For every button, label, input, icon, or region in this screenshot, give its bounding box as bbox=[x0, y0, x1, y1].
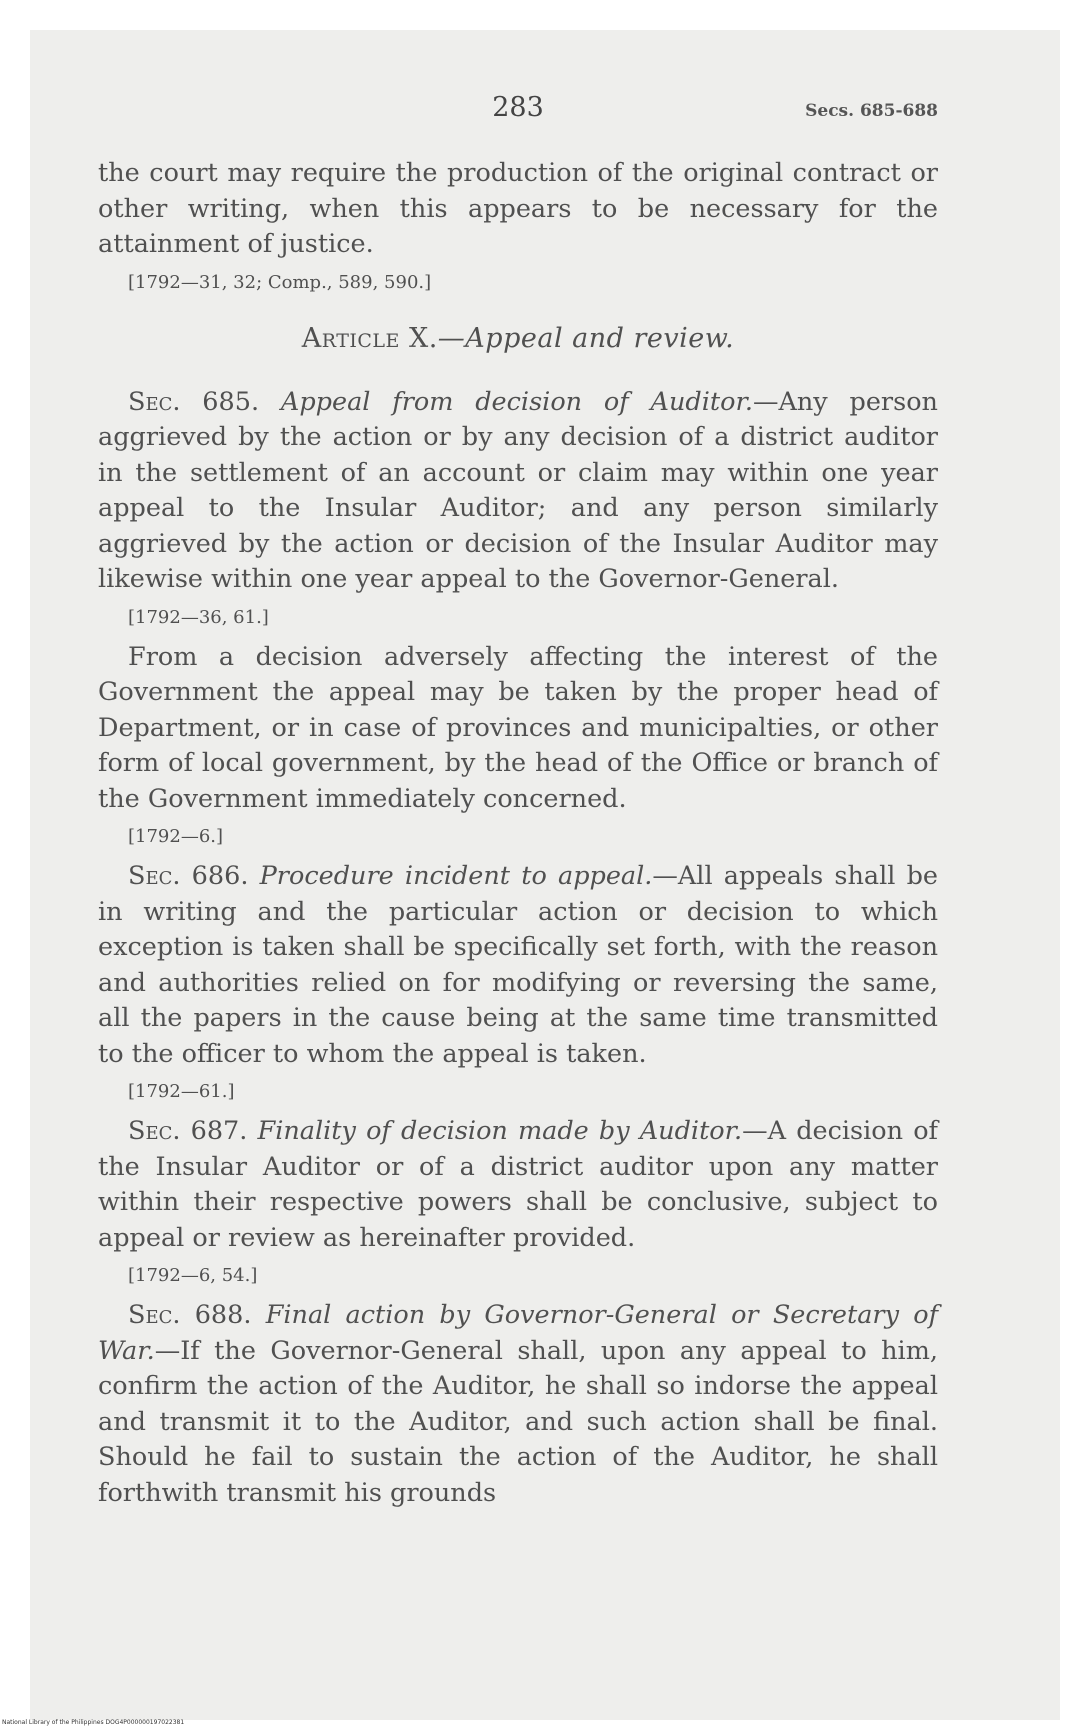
continuation-paragraph: the court may require the production of the original contract or other writing, when this appears to be necessary for the attainment of justice. bbox=[98, 158, 938, 259]
article-heading bbox=[98, 321, 938, 357]
section-heading: Procedure incident to appeal. bbox=[259, 861, 653, 891]
section-label: Sec. 686. bbox=[128, 861, 249, 891]
scan-footer: National Library of the Philippines DOG4P000000197022381 bbox=[2, 1719, 185, 1726]
section-685 bbox=[98, 385, 938, 598]
section-687 bbox=[98, 1114, 938, 1256]
citation: [1792—36, 61.] bbox=[128, 606, 269, 628]
citation: [1792—6.] bbox=[128, 826, 224, 847]
page-header bbox=[98, 90, 938, 130]
page-number: 283 bbox=[492, 92, 544, 123]
section-label: Sec. 687. bbox=[128, 1116, 248, 1146]
section-685-paragraph-2: From a decision adversely affecting the interest of the Government the appeal may be taken by the proper head of Department, or in case of provinces and municipalties, or other form of local government, by the head of the Office or branch of the Government immediately concerned. bbox=[98, 641, 938, 814]
section-body: —All appeals shall be in writing and the particular action or decision to which exception is taken shall be specifically set forth, with the reason and authorities relied on for modifying or reversing the same, all the papers in the cause being at the same time transmitted to the officer to whom the appeal is taken. bbox=[98, 861, 938, 1069]
section-heading: Appeal from decision of Auditor. bbox=[280, 386, 753, 417]
section-label: Sec. 688. bbox=[128, 1300, 252, 1330]
citation: [1792—6, 54.] bbox=[128, 1265, 258, 1286]
article-number: Article X. bbox=[301, 322, 438, 354]
section-heading: Final action by Governor-General or Secretary of War. bbox=[98, 1300, 939, 1366]
section-body: —A decision of the Insular Auditor or of a district auditor upon any matter within their respective powers shall be conclusive, subject to appeal or review as hereinafter provided. bbox=[98, 1116, 938, 1253]
article-title: —Appeal and review. bbox=[437, 322, 735, 354]
running-head-sections: Secs. 685-688 bbox=[805, 101, 938, 121]
section-688 bbox=[98, 1298, 938, 1511]
citation: [1792—61.] bbox=[128, 1081, 235, 1102]
citation: [1792—31, 32; Comp., 589, 590.] bbox=[128, 271, 432, 293]
section-label: Sec. 685. bbox=[128, 386, 260, 417]
section-body: —Any person aggrieved by the action or by any decision of a district auditor in the settlement of an account or claim may within one year appeal to the Insular Auditor; and any person similarly aggrieved by the action or decision of the Insular Auditor may likewise within one year appeal to the Governor-General. bbox=[98, 386, 938, 594]
page-content bbox=[98, 90, 938, 1515]
section-body: —If the Governor-General shall, upon any appeal to him, confirm the action of the Auditor, he shall so indorse the appeal and transmit it to the Auditor, and such action shall be final. Should he fail to sustain the action of the Auditor, he shall forthwith transmit his grounds bbox=[98, 1335, 938, 1508]
section-686 bbox=[98, 859, 938, 1072]
section-heading: Finality of decision made by Auditor. bbox=[257, 1116, 743, 1146]
